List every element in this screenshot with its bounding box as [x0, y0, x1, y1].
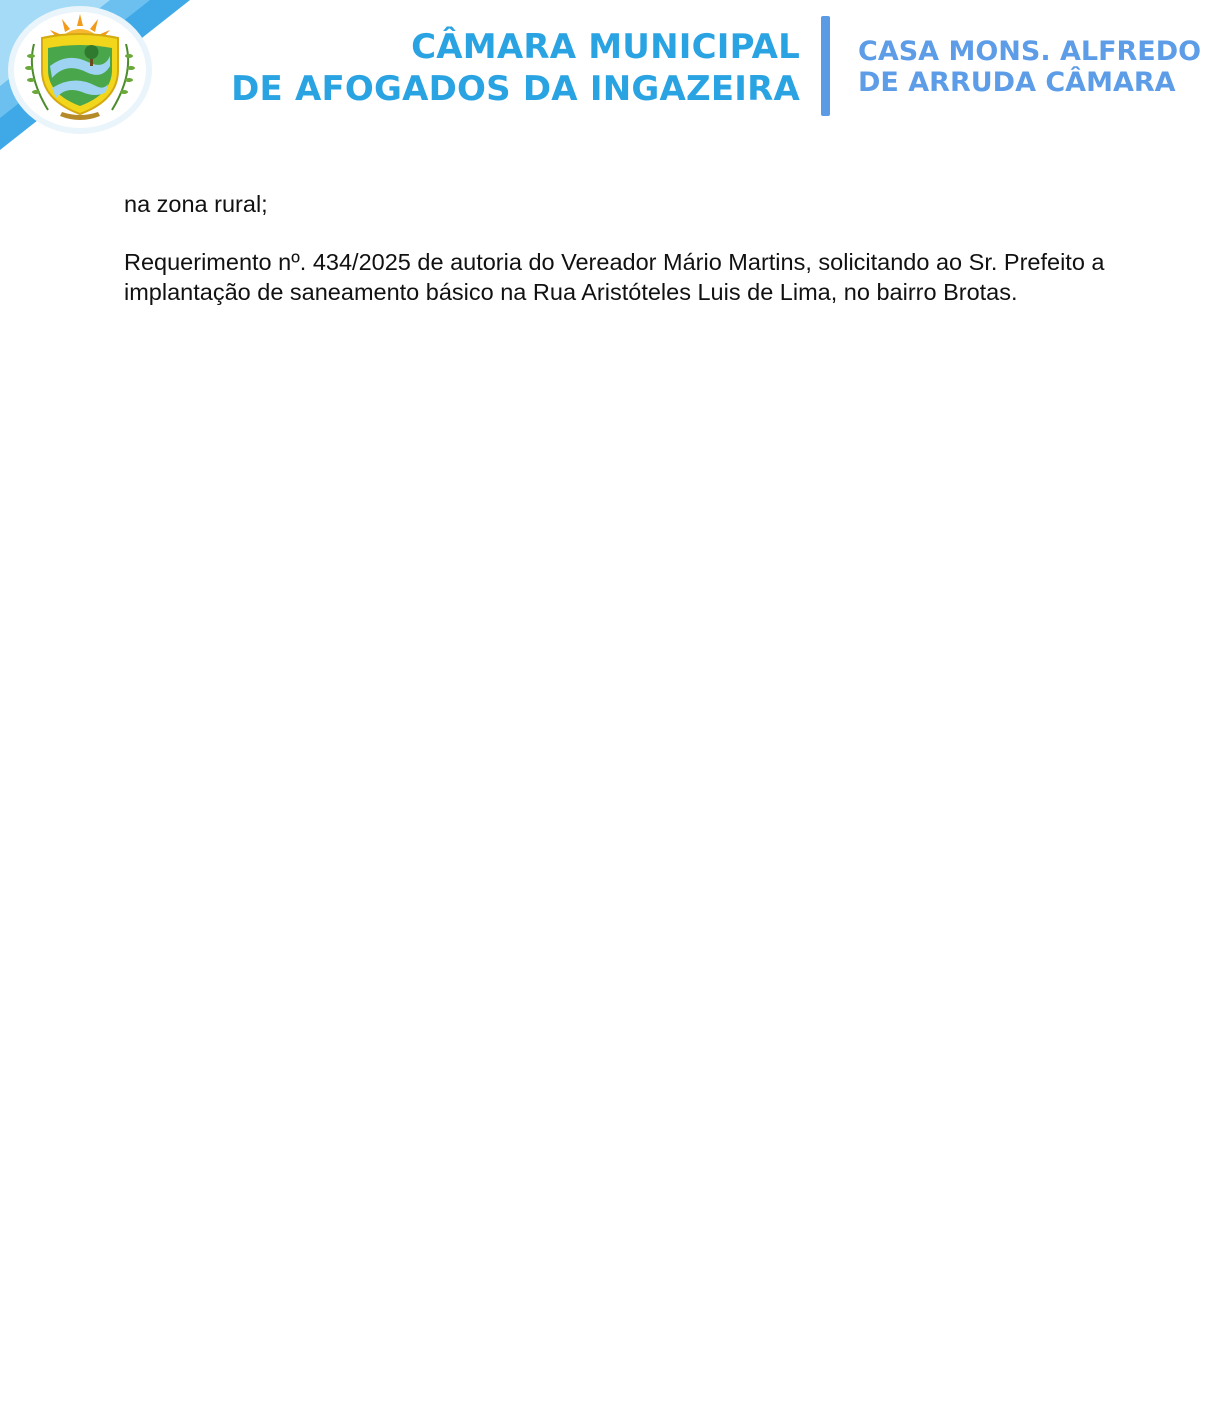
paragraph: Requerimento nº. 434/2025 de autoria do Vereador Mário Martins, solicitando ao Sr. Prefeito a implantação de saneamento básico na Rua Aristóteles Luis de Lima, no bairro Brotas.	[124, 249, 1105, 305]
house-name	[858, 36, 1228, 98]
house-name-line-1: CASA MONS. ALFREDO	[858, 36, 1202, 67]
municipal-seal-icon	[4, 4, 154, 136]
paragraph: na zona rural;	[124, 191, 268, 217]
institution-name	[176, 26, 800, 110]
document-body	[124, 189, 1204, 335]
house-name-line-2: DE ARRUDA CÂMARA	[858, 67, 1176, 98]
header-divider	[821, 16, 830, 116]
institution-name-line-2: DE AFOGADOS DA INGAZEIRA	[231, 69, 800, 109]
institution-name-line-1: CÂMARA MUNICIPAL	[411, 27, 800, 67]
letterhead	[0, 0, 1232, 160]
